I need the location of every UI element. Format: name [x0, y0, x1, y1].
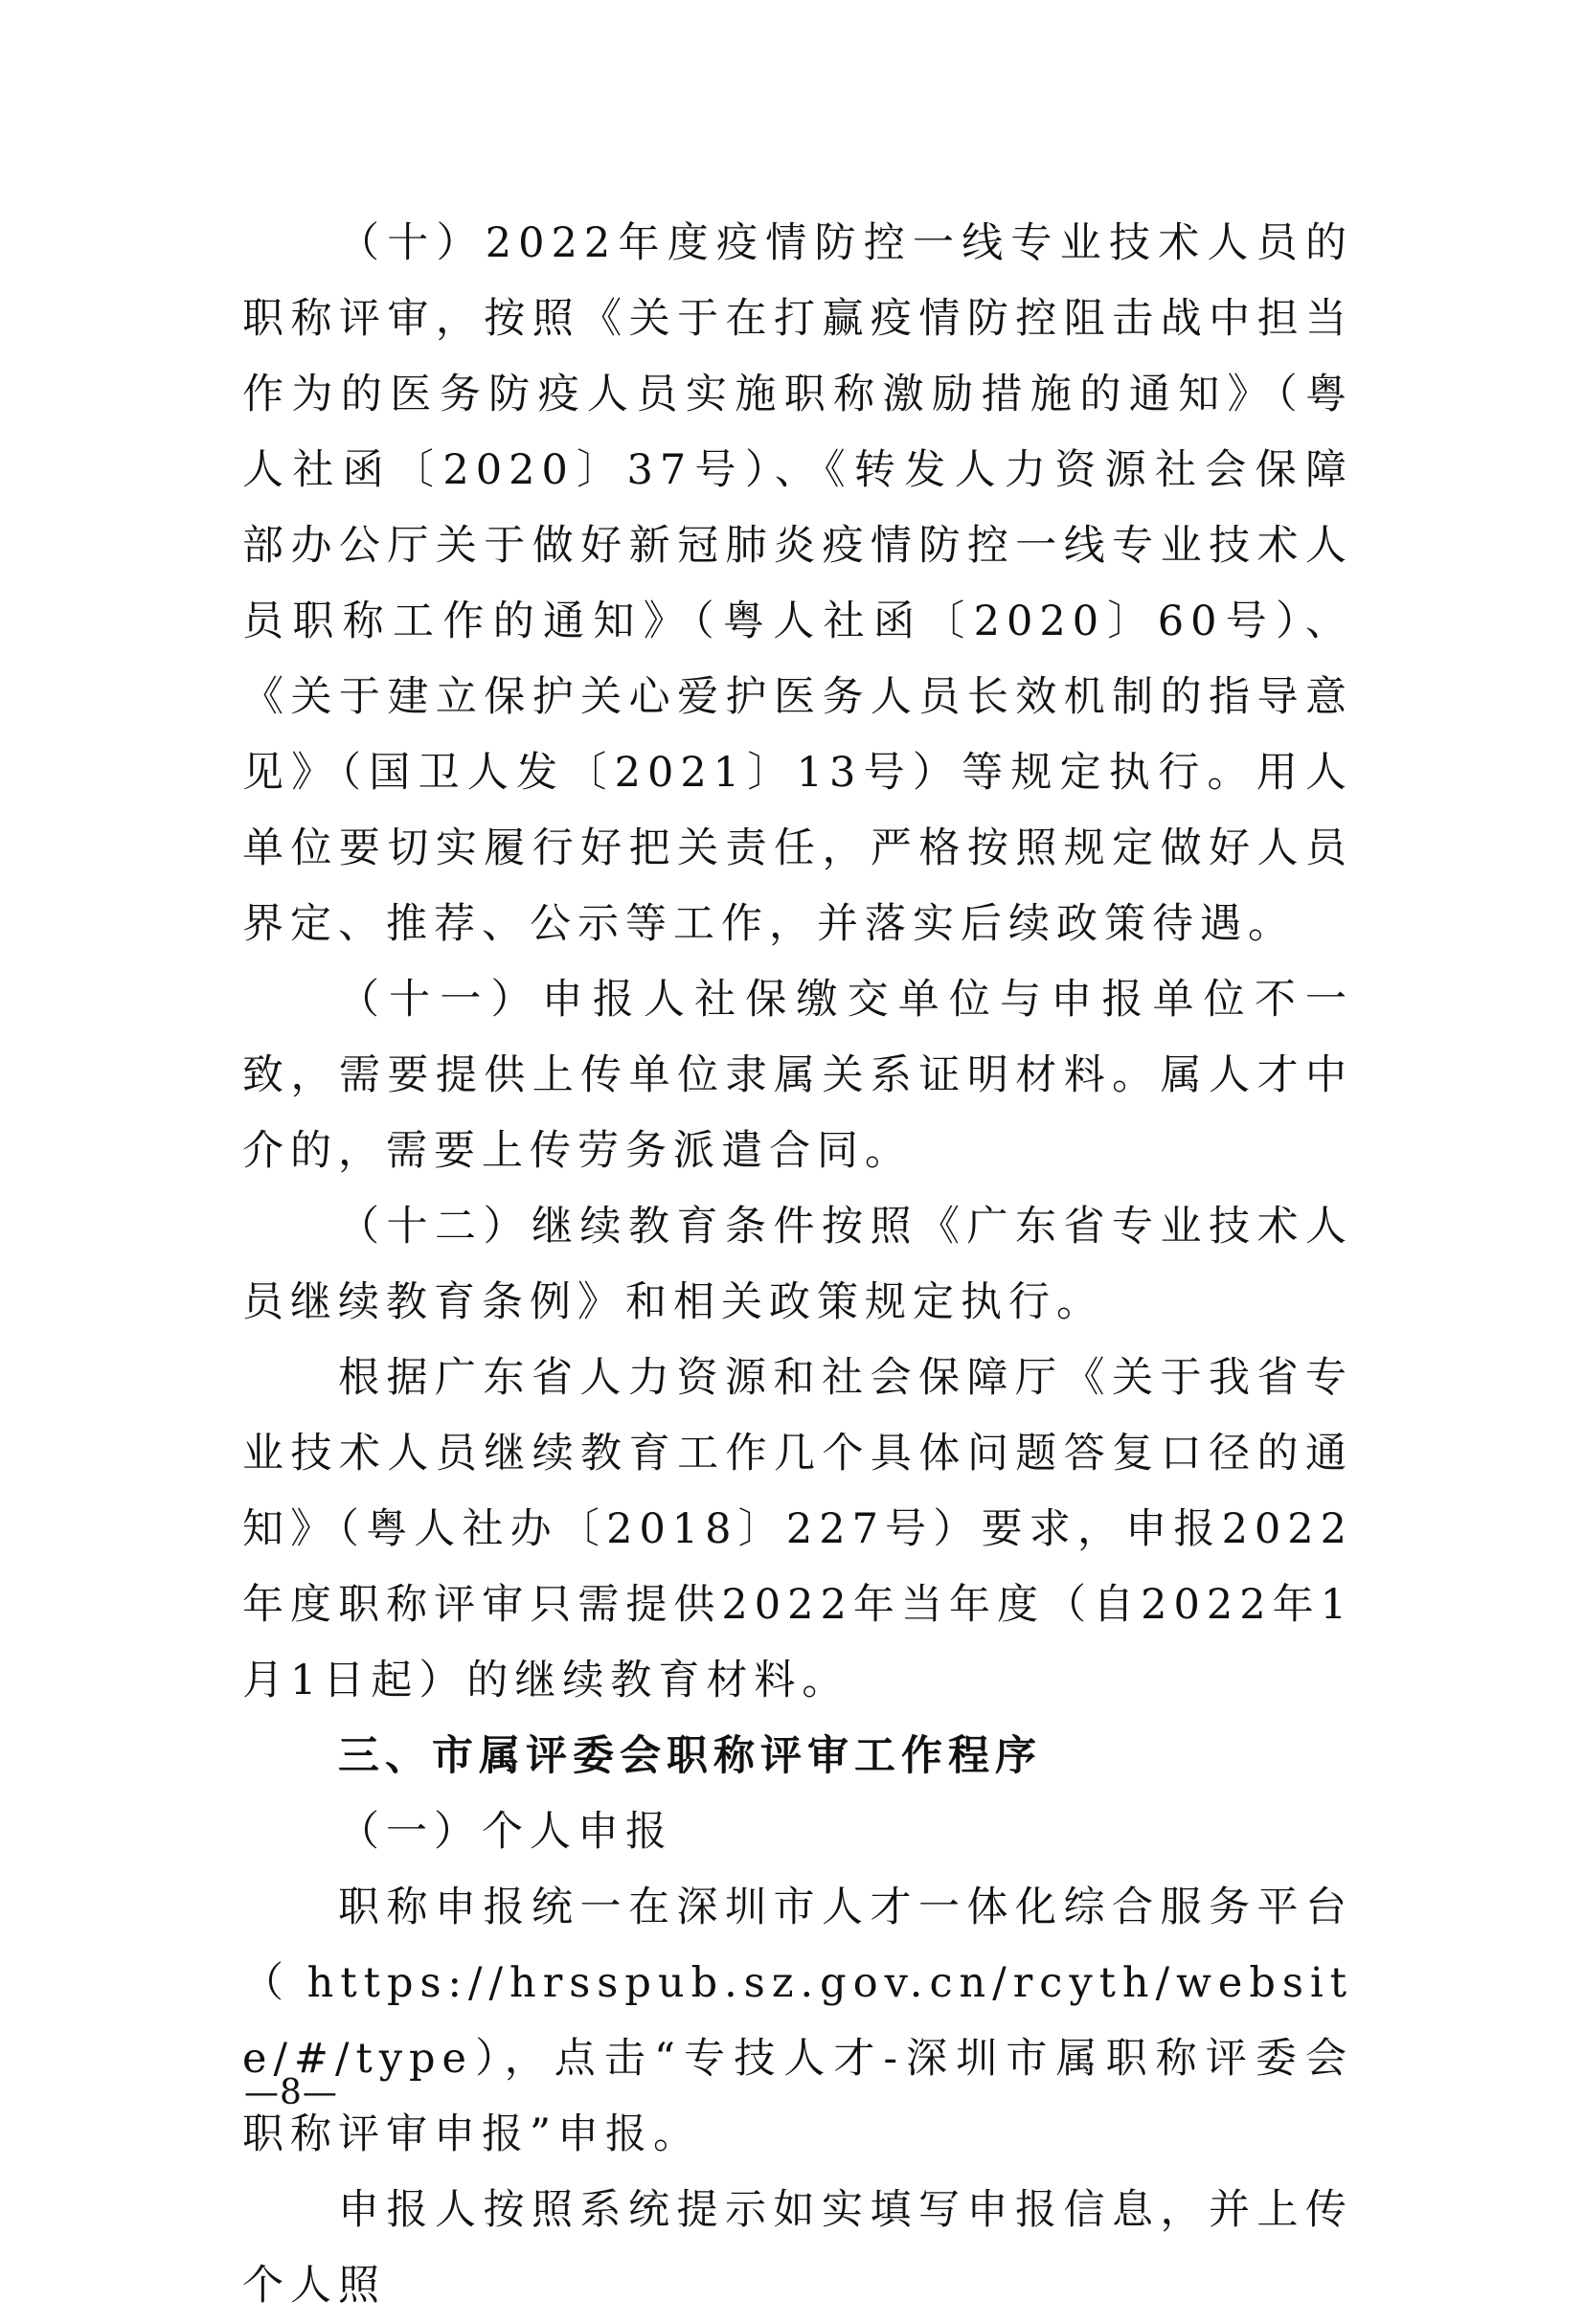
document-body [242, 206, 1353, 2324]
page-number: —8— [244, 2073, 338, 2112]
subsection-heading: （一）个人申报 [338, 1808, 673, 1856]
paragraph-epidemic-frontline: （十）2022年度疫情防控一线专业技术人员的职称评审，按照《关于在打赢疫情防控阻击战中担当作为的医务防疫人员实施职称激励措施的通知》（粤人社函〔2020〕37号）、《转发人力资源社会保障部办公厅关于做好新冠肺炎疫情防控一线专业技术人员职称工作的通知》（粤人社函〔2020〕60号）、《关于建立保护关心爱护医务人员长效机制的指导意见》（国卫人发〔2021〕13号）等规定执行。用人单位要切实履行好把关责任，严格按照规定做好人员界定、推荐、公示等工作，并落实后续政策待遇。 [242, 219, 1353, 948]
paragraph-online-application: 职称申报统一在深圳市人才一体化综合服务平台（https://hrsspub.sz.gov.cn/rcyth/website/#/type），点击“专技人才-深圳市属职称评委会职称评审申报”申报。 [242, 1884, 1353, 2158]
paragraph-application-instructions: 申报人按照系统提示如实填写申报信息，并上传个人照 [242, 2186, 1353, 2310]
paragraph-continuing-education-basis: 根据广东省人力资源和社会保障厅《关于我省专业技术人员继续教育工作几个具体问题答复口径的通知》（粤人社办〔2018〕227号）要求，申报2022年度职称评审只需提供2022年当年度（自2022年1月1日起）的继续教育材料。 [242, 1354, 1353, 1704]
section-heading: 三、市属评委会职称评审工作程序 [338, 1732, 1042, 1780]
paragraph-continuing-education: （十二）继续教育条件按照《广东省专业技术人员继续教育条例》和相关政策规定执行。 [242, 1203, 1353, 1326]
paragraph-social-security-unit: （十一）申报人社保缴交单位与申报单位不一致，需要提供上传单位隶属关系证明材料。属人才中介的，需要上传劳务派遣合同。 [242, 976, 1353, 1175]
